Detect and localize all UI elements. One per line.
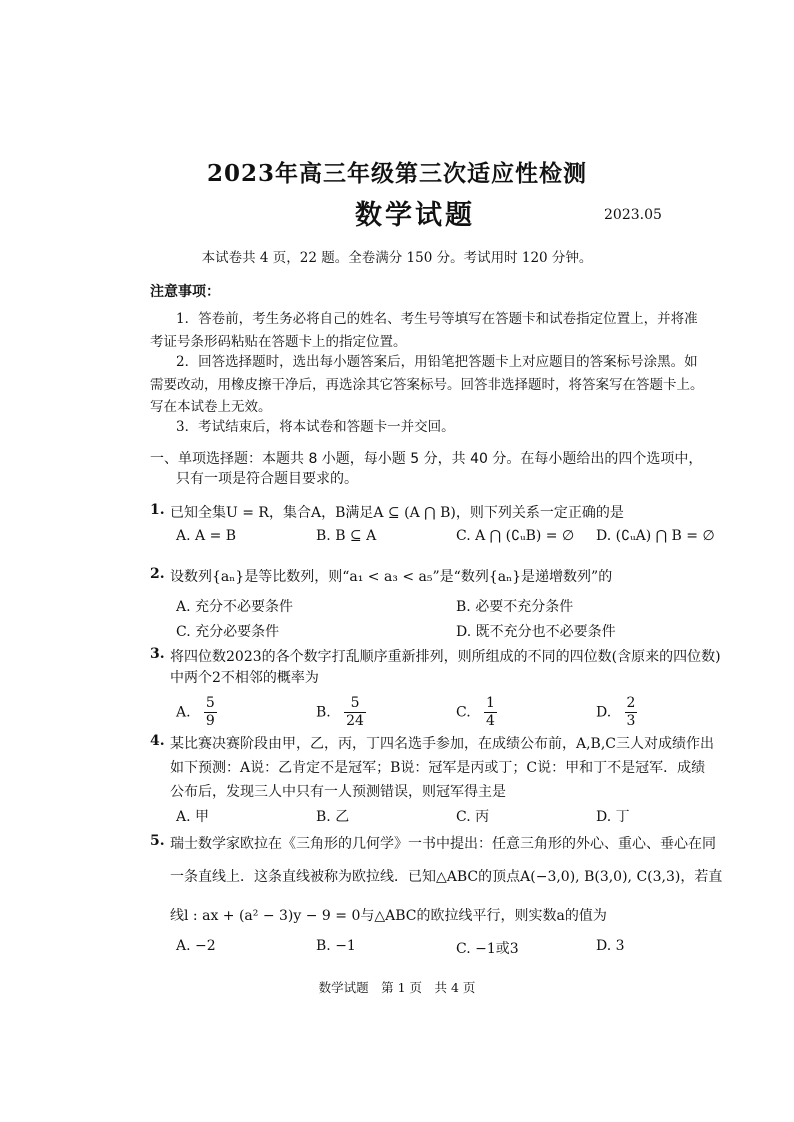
notice-line: 2．回答选择题时，选出每小题答案后，用铅笔把答题卡上对应题目的答案标号涂黑。如 <box>176 354 698 370</box>
option-label: A. <box>176 704 191 721</box>
notice-line: 1．答卷前，考生务必将自己的姓名、考生号等填写在答题卡和试卷指定位置上，并将准 <box>176 311 698 327</box>
question-number: 1. <box>150 502 165 518</box>
option-label: C. <box>456 704 471 721</box>
exam-date: 2023.05 <box>604 207 662 223</box>
option-c: C. 丙 <box>456 809 490 825</box>
numerator: 2 <box>626 695 636 711</box>
option-d: D. (∁ᵤA) ⋂ B = ∅ <box>596 528 715 544</box>
question-number: 2. <box>150 566 165 582</box>
option-d: D. 3 <box>596 938 625 954</box>
page-footer: 数学试题 第 1 页 共 4 页 <box>318 980 476 995</box>
notice-line: 考证号条形码粘贴在答题卡上的指定位置。 <box>150 334 407 350</box>
option-a: A. −2 <box>176 938 216 954</box>
notice-line: 需要改动，用橡皮擦干净后，再选涂其它答案标号。回答非选择题时，将答案写在答题卡上。 <box>150 377 704 393</box>
question-stem: 中两个2不相邻的概率为 <box>170 670 319 686</box>
section-heading-line2: 只有一项是符合题目要求的。 <box>176 471 358 487</box>
denominator: 24 <box>346 713 364 729</box>
option-c: C. −1或3 <box>456 941 519 957</box>
question-stem: 如下预测：A说：乙肯定不是冠军；B说：冠军是丙或丁；C说：甲和丁不是冠军．成绩 <box>170 760 706 776</box>
fraction <box>484 695 497 730</box>
exam-title: 2023年高三年级第三次适应性检测 <box>206 160 587 187</box>
notice-line: 写在本试卷上无效。 <box>150 399 272 415</box>
numerator: 1 <box>486 695 495 711</box>
option-c: C. 充分必要条件 <box>176 624 280 640</box>
question-stem: 某比赛决赛阶段由甲，乙，丙，丁四名选手参加，在成绩公布前，A,B,C三人对成绩作出 <box>170 736 715 752</box>
option-a <box>176 695 217 730</box>
question-stem: 一条直线上．这条直线被称为欧拉线．已知△ABC的顶点A(−3,0), B(3,0), C(3,3)，若直 <box>170 869 723 885</box>
option-label: B. <box>316 704 331 721</box>
numerator: 5 <box>205 695 215 711</box>
fraction <box>344 695 366 730</box>
option-c <box>456 695 497 730</box>
option-b: B. 必要不充分条件 <box>456 599 574 615</box>
subject-title: 数学试题 <box>355 200 475 231</box>
option-a: A. 充分不必要条件 <box>176 599 294 615</box>
question-stem: 将四位数2023的各个数字打乱顺序重新排列，则所组成的不同的四位数(含原来的四位数) <box>170 649 721 665</box>
denominator: 9 <box>205 713 215 729</box>
option-b <box>316 695 366 730</box>
option-b: B. B ⊆ A <box>316 528 377 544</box>
question-stem: 设数列{aₙ}是等比数列，则“a₁ < a₃ < a₅”是“数列{aₙ}是递增数列”的 <box>170 569 613 585</box>
section-heading-line1: 一、单项选择题：本题共 8 小题，每小题 5 分，共 40 分。在每小题给出的四个选项中， <box>150 451 703 467</box>
question-number: 5. <box>150 833 165 849</box>
fraction <box>625 695 638 730</box>
question-number: 4. <box>150 733 165 749</box>
option-d <box>596 695 637 730</box>
question-number: 3. <box>150 646 165 662</box>
numerator: 5 <box>344 695 366 713</box>
notice-line: 3．考试结束后，将本试卷和答题卡一并交回。 <box>176 419 455 435</box>
notice-heading: 注意事项： <box>150 284 220 300</box>
option-c: C. A ⋂ (∁ᵤB) = ∅ <box>456 528 575 544</box>
option-d: D. 丁 <box>596 809 630 825</box>
question-stem: 瑞士数学家欧拉在《三角形的几何学》一书中提出：任意三角形的外心、重心、垂心在同 <box>170 836 716 852</box>
option-label: D. <box>596 704 612 721</box>
question-stem: 公布后，发现三人中只有一人预测错误，则冠军得主是 <box>170 784 506 800</box>
question-stem: 已知全集U = R，集合A，B满足A ⊆ (A ⋂ B)，则下列关系一定正确的是 <box>170 505 624 521</box>
denominator: 4 <box>486 713 495 729</box>
option-b: B. −1 <box>316 938 356 954</box>
option-a: A. A = B <box>176 528 237 544</box>
option-d: D. 既不充分也不必要条件 <box>456 624 616 640</box>
fraction <box>204 695 217 730</box>
option-b: B. 乙 <box>316 809 350 825</box>
option-a: A. 甲 <box>176 809 210 825</box>
denominator: 3 <box>626 713 636 729</box>
exam-intro: 本试卷共 4 页，22 题。全卷满分 150 分。考试用时 120 分钟。 <box>201 250 593 266</box>
question-stem: 线l : ax + (a² − 3)y − 9 = 0与△ABC的欧拉线平行，则实数a的值为 <box>170 908 607 924</box>
